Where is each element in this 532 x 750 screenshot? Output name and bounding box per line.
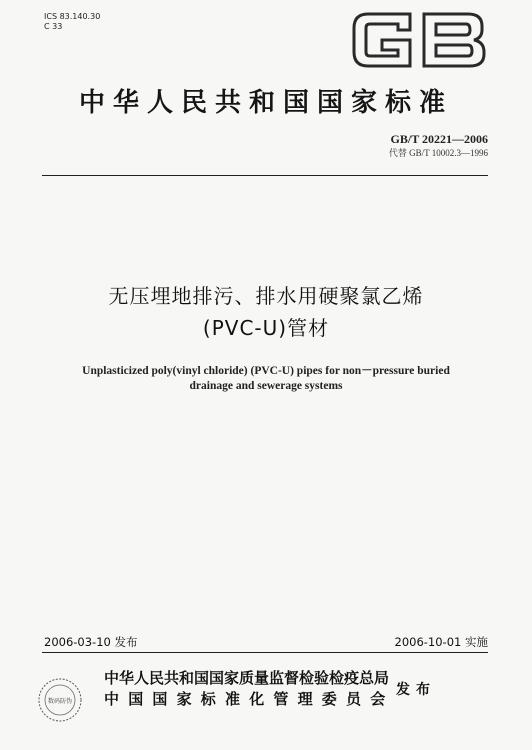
implementation-date: 2006-10-01 实施 bbox=[394, 635, 488, 649]
ics-code: ICS 83.140.30 bbox=[44, 12, 101, 21]
standard-number: GB/T 20221—2006 bbox=[390, 132, 488, 146]
issue-date: 2006-03-10 发布 bbox=[44, 635, 138, 649]
gb-logo bbox=[348, 10, 490, 70]
document-title-cn-line1: 无压埋地排污、排水用硬聚氯乙烯 bbox=[108, 284, 424, 308]
replaces-standard: 代替 GB/T 10002.3—1996 bbox=[388, 148, 488, 158]
issuer-aqsiq: 中华人民共和国国家质量监督检验检疫总局 bbox=[104, 669, 390, 687]
svg-text:数码防伪: 数码防伪 bbox=[47, 698, 73, 705]
publish-label: 发布 bbox=[396, 682, 436, 698]
ccs-code: C 33 bbox=[44, 22, 63, 31]
document-title-cn-line2: (PVC-U)管材 bbox=[202, 316, 330, 340]
document-title-en-line1: Unplasticized poly(vinyl chloride) (PVC-U) pipes for non－pressure buried bbox=[82, 365, 450, 377]
document-title-en-line2: drainage and sewerage systems bbox=[189, 380, 343, 392]
classification-block bbox=[44, 12, 100, 32]
anti-counterfeit-seal-icon bbox=[36, 676, 84, 724]
bottom-divider bbox=[42, 652, 488, 653]
issuer-sac: 中国国家标准化管理委员会 bbox=[104, 690, 395, 708]
standard-type-title: 中华人民共和国国家标准 bbox=[78, 88, 453, 118]
top-divider bbox=[42, 175, 488, 176]
